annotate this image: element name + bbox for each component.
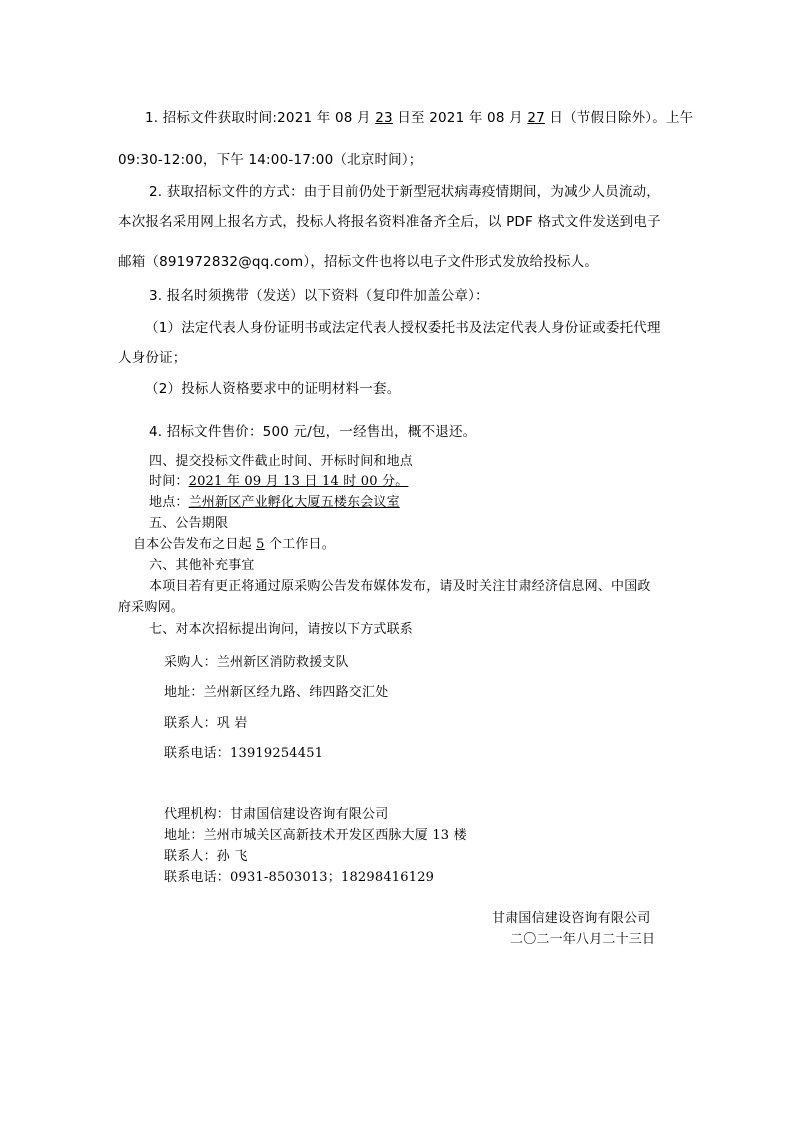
registration-docs-item2: （2）投标人资格要求中的证明材料一套。: [145, 381, 401, 397]
agency-name: 代理机构：甘肃国信建设咨询有限公司: [164, 807, 389, 822]
acquisition-method-line2: 本次报名采用网上报名方式，投标人将报名资料准备齐全后，以 PDF 格式文件发送到电子: [118, 214, 661, 230]
registration-docs-heading: 3. 报名时须携带（发送）以下资料（复印件加盖公章）：: [149, 288, 489, 304]
buyer-address: 地址：兰州新区经九路、纬四路交汇处: [164, 685, 389, 700]
acquisition-time-suffix: 日（节假日除外）。上午: [544, 110, 694, 126]
buyer-contact: 联系人：巩 岩: [164, 716, 248, 731]
section5-heading: 五、公告期限: [149, 516, 229, 531]
start-day: 23: [375, 110, 393, 126]
bid-deadline-value: 2021 年 09 月 13 日 14 时 00 分。: [188, 474, 409, 489]
agency-phone: 联系电话：0931-8503013；18298416129: [164, 870, 435, 885]
buyer-name: 采购人：兰州新区消防救援支队: [164, 655, 349, 670]
end-day: 27: [527, 110, 545, 126]
acquisition-time-mid: 日至 2021 年 08 月: [392, 110, 528, 126]
bid-place-value: 兰州新区产业孵化大厦五楼东会议室: [188, 495, 400, 510]
supplement-line2: 府采购网。: [118, 600, 185, 615]
notice-period-days: 5: [256, 537, 265, 552]
document-price: 4. 招标文件售价：500 元/包，一经售出，概不退还。: [149, 424, 477, 440]
section6-heading: 六、其他补充事宜: [149, 558, 255, 573]
section7-heading: 七、对本次招标提出询问，请按以下方式联系: [149, 622, 414, 637]
bid-deadline: [149, 473, 408, 491]
acquisition-method-line1: 2. 获取招标文件的方式：由于目前仍处于新型冠状病毒疫情期间，为减少人员流动，: [149, 184, 660, 200]
registration-docs-item1-line1: （1）法定代表人身份证明书或法定代表人授权委托书及法定代表人身份证或委托代理: [145, 320, 661, 336]
signature-company: 甘肃国信建设咨询有限公司: [492, 911, 651, 926]
bid-place-label: 地点：: [149, 495, 189, 510]
acquisition-time-prefix: 1. 招标文件获取时间:2021 年 08 月: [145, 110, 376, 126]
section4-heading: 四、提交投标文件截止时间、开标时间和地点: [149, 454, 414, 469]
acquisition-time-line2: 09:30-12:00，下午 14:00-17:00（北京时间）；: [118, 152, 423, 168]
acquisition-method-line3: 邮箱（891972832@qq.com），招标文件也将以电子文件形式发放给投标人。: [118, 254, 599, 270]
notice-period-prefix: 自本公告发布之日起: [133, 537, 257, 552]
notice-period-suffix: 个工作日。: [264, 537, 335, 552]
buyer-phone: 联系电话：13919254451: [164, 746, 324, 761]
acquisition-time-line1: [145, 109, 693, 127]
agency-contact: 联系人：孙 飞: [164, 849, 248, 864]
signature-date: 二〇二一年八月二十三日: [510, 932, 656, 947]
registration-docs-item1-line2: 人身份证；: [118, 350, 187, 366]
bid-deadline-label: 时间：: [149, 474, 189, 489]
notice-period: [133, 536, 335, 554]
supplement-line1: 本项目若有更正将通过原采购公告发布媒体发布，请及时关注甘肃经济信息网、中国政: [149, 579, 651, 594]
agency-address: 地址：兰州市城关区高新技术开发区西脉大厦 13 楼: [164, 828, 467, 843]
bid-place: [149, 494, 400, 512]
